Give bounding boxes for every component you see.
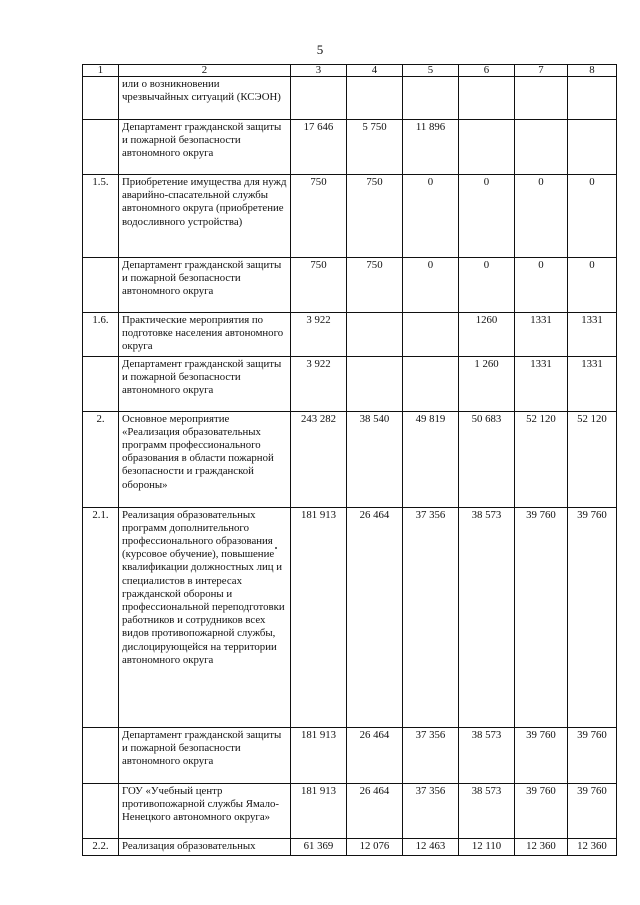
value-total (291, 77, 347, 120)
row-number: 1.5. (83, 175, 119, 258)
value-col8 (568, 120, 617, 175)
value-col8 (568, 77, 617, 120)
value-col4: 38 540 (347, 411, 403, 507)
value-total: 3 922 (291, 313, 347, 357)
value-col7: 1331 (515, 356, 568, 411)
column-header: 7 (515, 65, 568, 77)
row-name: Практические мероприятия по подготовке населения автономного округа (119, 313, 291, 357)
budget-table (82, 64, 617, 856)
value-col5 (403, 313, 459, 357)
table-row (83, 783, 617, 838)
value-col7: 52 120 (515, 411, 568, 507)
table-row (83, 411, 617, 507)
value-col6: 0 (459, 258, 515, 313)
row-name: Реализация образовательных (119, 838, 291, 855)
value-col4: 26 464 (347, 507, 403, 727)
row-number (83, 77, 119, 120)
value-col6: 38 573 (459, 727, 515, 783)
value-col7: 39 760 (515, 783, 568, 838)
value-col7: 12 360 (515, 838, 568, 855)
row-number: 2.1. (83, 507, 119, 727)
value-col4: 26 464 (347, 727, 403, 783)
row-number (83, 356, 119, 411)
column-header: 5 (403, 65, 459, 77)
value-col5 (403, 77, 459, 120)
value-col7: 39 760 (515, 727, 568, 783)
row-name: Приобретение имущества для нужд аварийно-спасательной службы автономного округа (приобретение водосливного устройства) (119, 175, 291, 258)
row-number (83, 258, 119, 313)
column-header: 6 (459, 65, 515, 77)
value-col4 (347, 77, 403, 120)
column-header: 2 (119, 65, 291, 77)
value-col8: 1331 (568, 356, 617, 411)
value-col6 (459, 77, 515, 120)
value-col4: 750 (347, 175, 403, 258)
value-col4: 12 076 (347, 838, 403, 855)
table-row (83, 258, 617, 313)
row-name: ГОУ «Учебный центр противопожарной службы Ямало-Ненецкого автономного округа» (119, 783, 291, 838)
table-row (83, 175, 617, 258)
value-col5: 37 356 (403, 783, 459, 838)
row-name: Реализация образовательных программ дополнительного профессионального образования (курсовое обучение), повышение квалификации должностных лиц и специалистов в интересах гражданской обороны и профессиональной переподготовки работников и сотрудников всех видов противопожарной службы, дислоцирующейся на территории автономного округа (119, 507, 291, 727)
value-col6 (459, 120, 515, 175)
value-col5: 49 819 (403, 411, 459, 507)
value-total: 61 369 (291, 838, 347, 855)
value-col7 (515, 77, 568, 120)
row-number (83, 120, 119, 175)
row-name: Департамент гражданской защиты и пожарной безопасности автономного округа (119, 258, 291, 313)
value-col4 (347, 356, 403, 411)
value-col8: 52 120 (568, 411, 617, 507)
value-total: 750 (291, 258, 347, 313)
table-row (83, 838, 617, 855)
column-header: 3 (291, 65, 347, 77)
page-number: 5 (316, 42, 324, 57)
row-number: 2.2. (83, 838, 119, 855)
value-col6: 38 573 (459, 507, 515, 727)
row-name: Департамент гражданской защиты и пожарной безопасности автономного округа (119, 727, 291, 783)
value-col6: 1260 (459, 313, 515, 357)
table-row (83, 727, 617, 783)
row-number: 2. (83, 411, 119, 507)
value-col5: 0 (403, 258, 459, 313)
value-col8: 39 760 (568, 783, 617, 838)
value-col7: 0 (515, 258, 568, 313)
row-name: Основное мероприятие «Реализация образовательных программ профессионального образования в области пожарной безопасности и гражданской обороны» (119, 411, 291, 507)
value-col6: 1 260 (459, 356, 515, 411)
value-total: 17 646 (291, 120, 347, 175)
value-col8: 39 760 (568, 727, 617, 783)
row-name: Департамент гражданской защиты и пожарной безопасности автономного округа (119, 356, 291, 411)
value-col8: 0 (568, 175, 617, 258)
value-col4 (347, 313, 403, 357)
value-col8: 12 360 (568, 838, 617, 855)
value-col6: 0 (459, 175, 515, 258)
value-total: 181 913 (291, 727, 347, 783)
value-col7: 0 (515, 175, 568, 258)
row-number (83, 727, 119, 783)
value-col5 (403, 356, 459, 411)
value-col8: 1331 (568, 313, 617, 357)
value-col8: 0 (568, 258, 617, 313)
value-col7 (515, 120, 568, 175)
value-col7: 39 760 (515, 507, 568, 727)
column-header: 1 (83, 65, 119, 77)
value-col7: 1331 (515, 313, 568, 357)
column-header: 8 (568, 65, 617, 77)
value-total: 243 282 (291, 411, 347, 507)
value-col5: 37 356 (403, 727, 459, 783)
value-col5: 0 (403, 175, 459, 258)
value-col5: 11 896 (403, 120, 459, 175)
scan-speck (275, 547, 277, 549)
value-col4: 26 464 (347, 783, 403, 838)
value-total: 181 913 (291, 507, 347, 727)
value-col5: 12 463 (403, 838, 459, 855)
table-row (83, 507, 617, 727)
value-col8: 39 760 (568, 507, 617, 727)
column-header: 4 (347, 65, 403, 77)
value-col4: 750 (347, 258, 403, 313)
table-row (83, 313, 617, 357)
table-row (83, 77, 617, 120)
row-name: Департамент гражданской защиты и пожарной безопасности автономного округа (119, 120, 291, 175)
value-col5: 37 356 (403, 507, 459, 727)
table-row (83, 356, 617, 411)
value-col6: 38 573 (459, 783, 515, 838)
row-number: 1.6. (83, 313, 119, 357)
value-total: 181 913 (291, 783, 347, 838)
column-number-row (83, 65, 617, 77)
value-total: 750 (291, 175, 347, 258)
row-name: или о возникновении чрезвычайных ситуаций (КСЭОН) (119, 77, 291, 120)
table-row (83, 120, 617, 175)
value-total: 3 922 (291, 356, 347, 411)
value-col6: 50 683 (459, 411, 515, 507)
row-number (83, 783, 119, 838)
value-col4: 5 750 (347, 120, 403, 175)
value-col6: 12 110 (459, 838, 515, 855)
